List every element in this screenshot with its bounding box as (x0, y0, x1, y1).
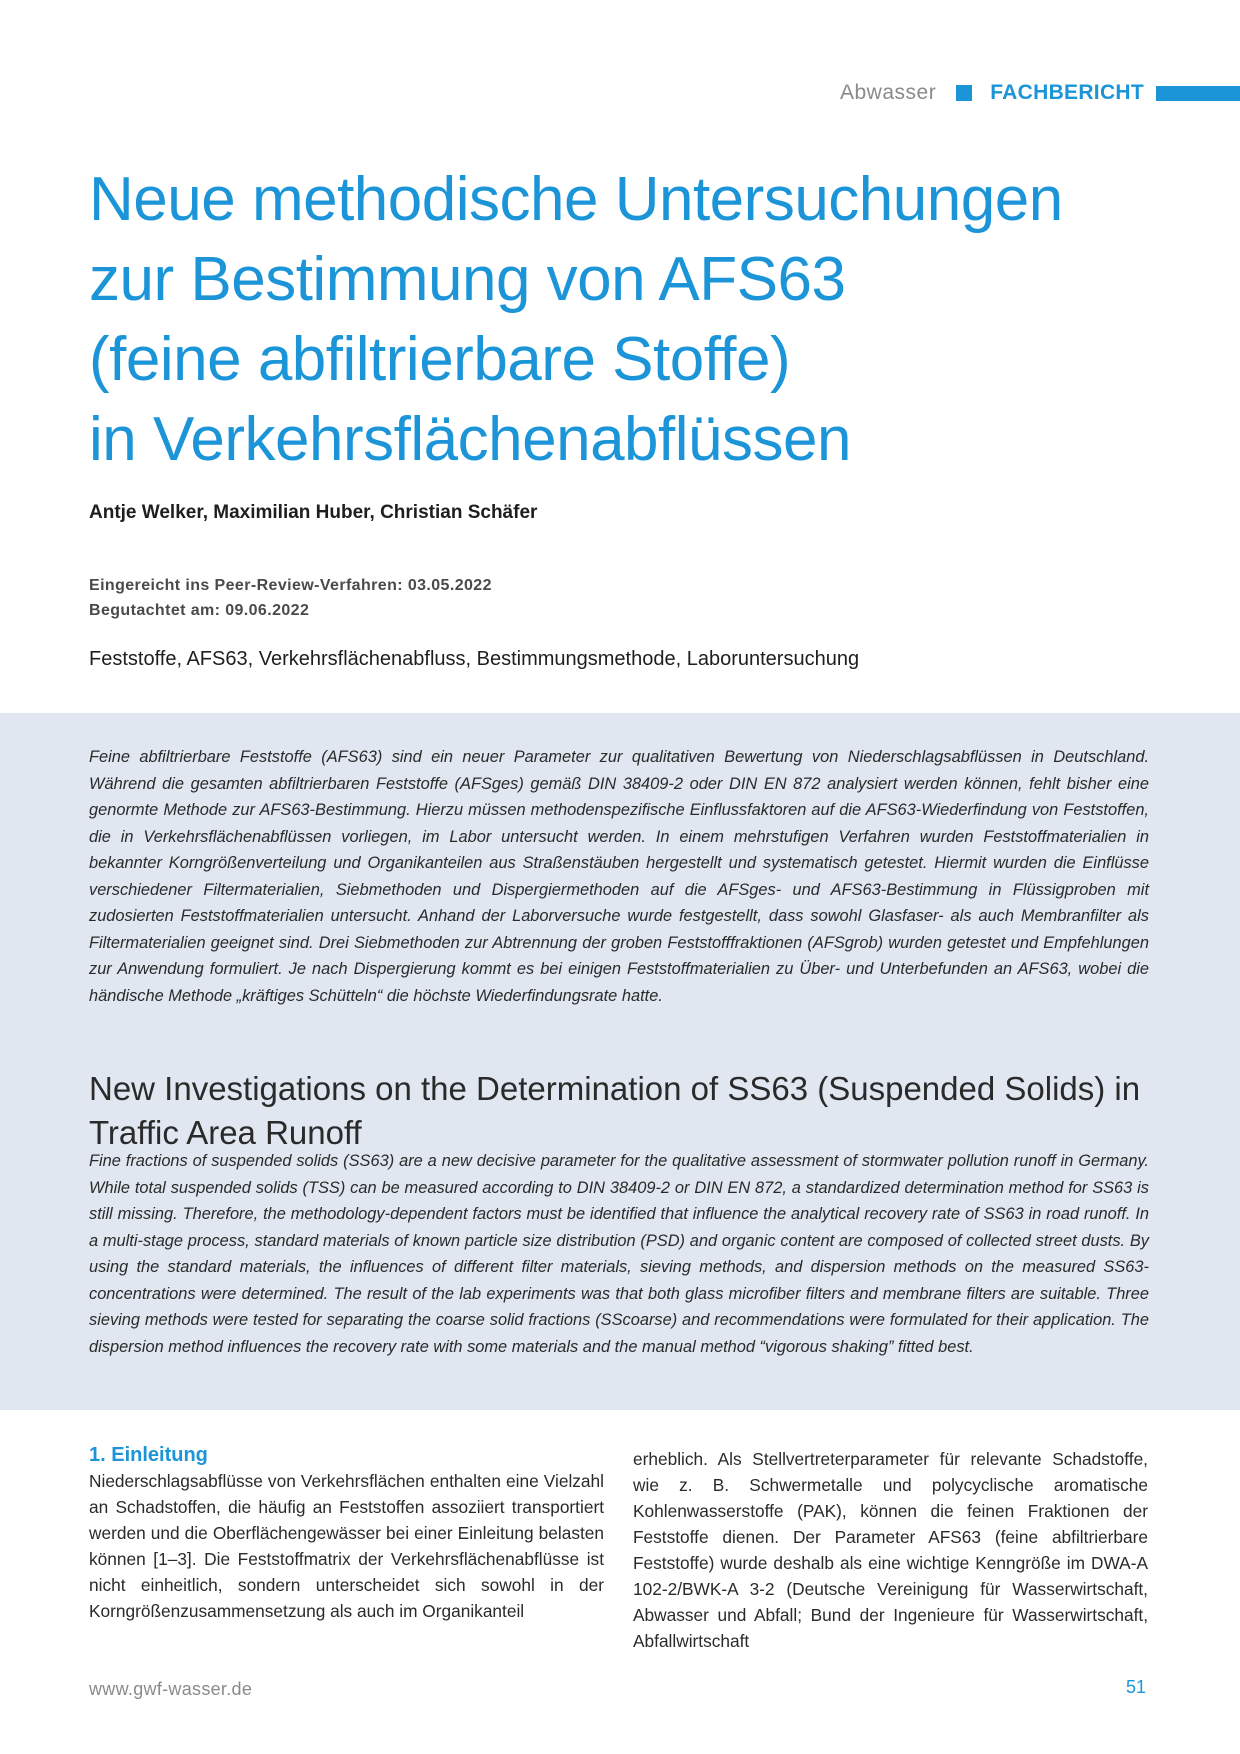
article-type: FACHBERICHT (990, 81, 1144, 104)
english-title: New Investigations on the Determination of SS63 (Suspended Solids) in Traffic Area Runoff (89, 1070, 1141, 1151)
body-paragraph: erheblich. Als Stellvertreterparameter für relevante Schadstoffe, wie z. B. Schwermetalle und polycyclische aromatische Kohlenwasserstoffe (PAK), können die feinen Fraktionen der Feststoffe dienen. Der Parameter AFS63 (feine abfiltrierbare Feststoffe) wurde deshalb als eine wichtige Kenngröße im DWA-A 102-2/BWK-A 3-2 (Deutsche Vereinigung für Wasserwirtschaft, Abwasser und Abfall; Bund der Ingenieure für Wasserwirtschaft, Abfallwirtschaft (633, 1449, 1148, 1651)
title-line: Neue methodische Untersuchungen (89, 165, 1063, 234)
abstract-english: Fine fractions of suspended solids (SS63) are a new decisive parameter for the qualitative assessment of stormwater pollution runoff in Germany. While total suspended solids (TSS) can be measured according to DIN 38409-2 or DIN EN 872, a standardized determination method for SS63 is still missing. Therefore, the methodology-dependent factors must be identified that influence the analytical recovery rate of SS63 in road runoff. In a multi-stage process, standard materials of known particle size distribution (PSD) and organic content are composed of collected street dusts. By using the standard materials, the influences of different filter materials, sieving methods, and dispersion methods on the measured SS63-concentrations were determined. The result of the lab experiments was that both glass microfiber filters and membrane filters are suitable. Three sieving methods were tested for separating the coarse solid fractions (SScoarse) and recommendations were formulated for their application. The dispersion method influences the recovery rate with some materials and the manual method “vigorous shaking” fitted best. (89, 1152, 1149, 1356)
page-number: 51 (1126, 1677, 1147, 1697)
keywords: Feststoffe, AFS63, Verkehrsflächenabfluss, Bestimmungsmethode, Laboruntersuchung (89, 648, 860, 670)
body-column-right (633, 1446, 1148, 1654)
abstract-german: Feine abfiltrierbare Feststoffe (AFS63) sind ein neuer Parameter zur qualitativen Bewertung von Niederschlagsabflüssen in Deutschland. Während die gesamten abfiltrierbaren Feststoffe (AFSges) gemäß DIN 38409-2 oder DIN EN 872 analysiert werden können, fehlt bisher eine genormte Methode zur AFS63-Bestimmung. Hierzu müssen methodenspezifische Einflussfaktoren auf die AFS63-Wiederfindung von Feststoffen, die in Verkehrsflächenabflüssen vorliegen, im Labor untersucht werden. In einem mehrstufigen Verfahren wurden Feststoffmaterialien in bekannter Korngrößenverteilung und Organikanteilen aus Straßenstäuben hergestellt und systematisch getestet. Hiermit wurden die Einflüsse verschiedener Filtermaterialien, Siebmethoden und Dispergiermethoden auf die AFSges- und AFS63-Bestimmung in Flüssigproben mit zudosierten Feststoffmaterialien untersucht. Anhand der Laborversuche wurde festgestellt, dass sowohl Glasfaser- als auch Membranfilter als Filtermaterialien geeignet sind. Drei Siebmethoden zur Abtrennung der groben Feststofffraktionen (AFSgrob) wurden getestet und Empfehlungen zur Anwendung formuliert. Je nach Dispergierung kommt es bei einigen Feststoffmaterialien zu Über- und Unterbefunden an AFS63, wobei die händische Methode „kräftiges Schütteln“ die höchste Wiederfindungsrate hatte. (89, 748, 1149, 1005)
body-column-left (89, 1442, 604, 1624)
title-line: (feine abfiltrierbare Stoffe) (89, 325, 791, 394)
review-dates (89, 573, 492, 623)
header-accent-bar (1156, 86, 1240, 101)
footer-url: www.gwf-wasser.de (89, 1679, 253, 1699)
header-square-marker (956, 85, 972, 101)
author-list: Antje Welker, Maximilian Huber, Christian Schäfer (89, 502, 538, 523)
article-title (89, 160, 1169, 480)
submitted-date: Eingereicht ins Peer-Review-Verfahren: 03.05.2022 (89, 577, 492, 594)
running-header (840, 80, 1240, 106)
title-line: in Verkehrsflächenabflüssen (89, 405, 851, 474)
section-heading: 1. Einleitung (89, 1444, 208, 1466)
reviewed-date: Begutachtet am: 09.06.2022 (89, 602, 310, 619)
journal-section: Abwasser (840, 81, 937, 104)
body-paragraph: Niederschlagsabflüsse von Verkehrsflächen enthalten eine Vielzahl an Schadstoffen, die häufig an Feststoffen assoziiert transportiert werden und die Oberflächengewässer bei einer Einleitung belasten können [1–3]. Die Feststoffmatrix der Verkehrsflächenabflüsse ist nicht einheitlich, sondern unterscheidet sich sowohl in der Korngrößenzusammensetzung als auch im Organikanteil (89, 1471, 604, 1621)
title-line: zur Bestimmung von AFS63 (89, 245, 846, 314)
